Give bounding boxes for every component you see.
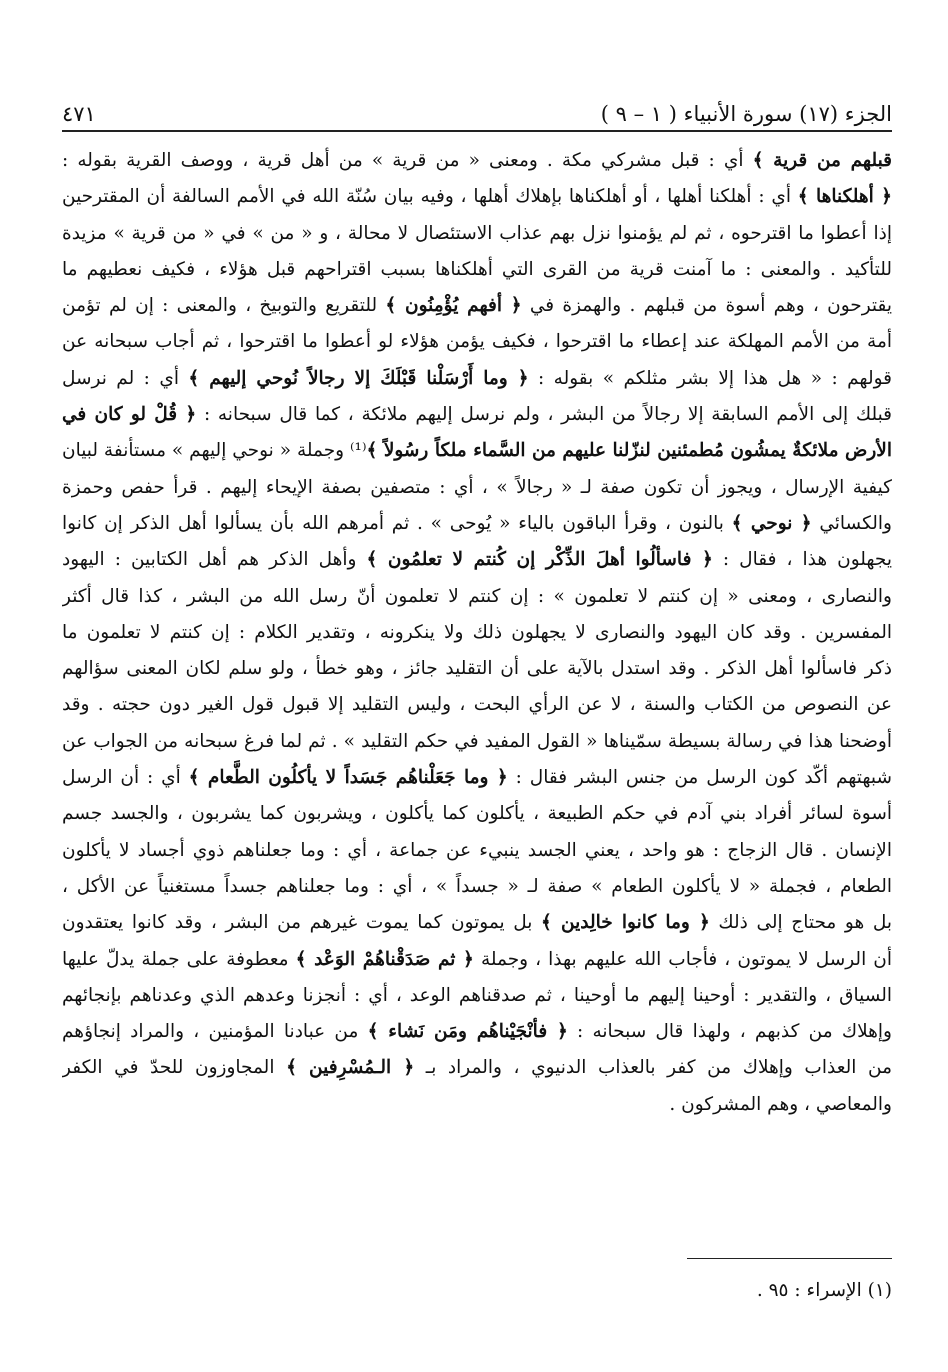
quran-quote: ﴿ وما كانوا خالِدين ﴾ [541,912,710,934]
line-text: عن النصوص من الكتاب والسنة ، لا عن الرأي البحت ، وليس التقليد إلا قبول قول الغير دون حجته . وقد [62,694,892,716]
line-text: ⁽¹⁾ وجملة « نوحي إليهم » مستأنفة لبيان [62,440,367,462]
line-text: المجاوزون للحدّ في الكفر [62,1057,287,1079]
line-text: يجهلون هذا ، فقال : [712,549,892,571]
line-text: أي : قبل مشركي مكة . ومعنى « من قرية » من أهل قرية ، ووصف القرية بقوله : [62,150,753,171]
body-text [62,143,892,1123]
text-line [62,905,892,941]
running-title: الجزء (١٧) سورة الأنبياء ( ١ – ٩ ) [600,102,892,126]
text-line [62,397,892,433]
line-text: أمة من الأمم المهلكة عند إعطاء ما اقترحوا ، فكيف يؤمن هؤلاء لو أعطوا ما اقترحوا ، ثم أجاب سبحانه عن [62,331,892,353]
line-text: كيفية الإرسال ، ويجوز أن تكون صفة لـ « رجالاً » ، أي : متصفين بصفة الإيحاء إليهم . قرأ حفص وحمزة [62,476,892,498]
line-text: شبهتهم أكّد كون الرسل من جنس البشر فقال : [507,767,892,789]
line-text: قبلك إلى الأمم السابقة إلا رجالاً من البشر ، ولم نرسل إليهم ملائكة ، كما قال سبحانه : [196,404,892,426]
text-line [62,651,892,687]
quran-quote: الأرض ملائكةٌ يمشُون مُطمئنين لنزّلنا عليهم من السَّماء ملكاً رسُولاً ﴾ [366,440,892,462]
header-rule [62,130,892,132]
text-line [62,615,892,651]
quran-quote: ﴿ أهلكناها ﴾ [797,186,892,208]
text-line [62,542,892,578]
text-line [62,470,892,506]
line-text: من عبادنا المؤمنين ، والمراد إنجاؤهم [62,1021,368,1043]
line-text: والكسائي [811,512,892,534]
line-text: للتقريع والتوبيخ ، والمعنى : إن لم تؤمن [62,295,386,317]
text-line [62,324,892,360]
text-line [62,288,892,324]
line-text: والنصارى ، ومعنى « إن كنتم لا تعلمون » : إن كنتم لا تعلمون أنّ رسل الله من البشر ، كذا قال أكثر [62,585,892,607]
quran-quote: ﴿ فأنْجَيْناهُم ومَن نَشاء ﴾ [367,1021,568,1043]
quran-quote: قبلهم من قرية ﴾ [752,150,892,171]
quran-quote: ﴿ الـمُسْرِفين ﴾ [286,1057,415,1079]
quran-quote: ﴿ أفهم يُؤْمِنُون ﴾ [385,295,522,317]
line-text: ذكر فاسألوا أهل الذكر . وقد استدل بالآية على أن التقليد جائز ، وهو خطأ ، ولو سلم لكان المعنى سؤالهم [62,658,892,680]
line-text: يقترحون ، وهم أسوة من قبلهم . والهمزة في [521,295,892,317]
line-text: السياق ، والتقدير : أوحينا إليهم ما أوحينا ، ثم صدقناهم الوعد ، أي : أنجزنا وعدهم الذي وعدناهم بإنجائهم [62,984,892,1006]
line-text: وأهل الذكر هم أهل الكتابين : اليهود [62,549,367,571]
line-text: بل يموتون كما يموت غيرهم من البشر ، وقد كانوا يعتقدون [62,912,542,934]
line-text: الطعام ، فجملة « لا يأكلون الطعام » صفة لـ « جسداً » ، أي : وما جعلناهم جسداً مستغنياً عن الأكل ، [62,875,892,897]
text-line [62,687,892,723]
line-text: أن الرسل لا يموتون ، فأجاب الله عليهم بهذا ، وجملة [473,948,892,970]
quran-quote: ﴿ فاسألُوا أهلَ الذِّكْر إن كُنتم لا تعلمُون ﴾ [366,549,713,571]
line-text: إذا أعطوا ما اقترحوه ، ثم لم يؤمنوا نزل بهم عذاب الاستئصال لا محالة ، و « من » في « من قرية » مزيدة [62,222,892,244]
text-line [62,1087,892,1123]
line-text: أسوة لسائر أفراد بني آدم في حكم الطبيعة ، يأكلون كما يأكلون ، ويشربون كما يشربون ، والجسد جسم [62,803,892,825]
text-line [62,724,892,760]
footnote-rule [687,1258,892,1259]
quran-quote: ﴿ وما جَعَلْناهُم جَسَداً لا يأكلُون الطَّعام ﴾ [188,767,508,789]
text-line [62,433,892,469]
text-line [62,506,892,542]
line-text: وإهلاك من كذبهم ، ولهذا قال سبحانه : [567,1021,892,1043]
page-header [62,86,892,126]
text-line [62,942,892,978]
text-line [62,796,892,832]
text-line [62,361,892,397]
line-text: بل هو محتاج إلى ذلك [709,912,892,934]
line-text: أي : أهلكنا أهلها ، أو أهلكناها بإهلاك أهلها ، وفيه بيان سُنّة الله في الأمم السالفة أن المقترحين [62,186,798,208]
line-text: قولهم : « هل هذا إلا بشر مثلكم » بقوله : [528,367,892,389]
line-text: والمعاصي ، وهم المشركون . [669,1093,892,1115]
text-line [62,143,892,179]
line-text: أي : أن الرسل [62,767,189,789]
text-line [62,579,892,615]
line-text: المفسرين . وقد كان اليهود والنصارى لا يجهلون ذلك ولا ينكرونه ، وتقدير الكلام : إن كنتم لا تعلمون ما [62,621,892,643]
line-text: الإنسان . قال الزجاج : هو واحد ، يعني الجسد ينبيء عن جماعة ، أي : وما جعلناهم ذوي أجساد لا يأكلون [62,839,892,861]
text-line [62,833,892,869]
text-line [62,1050,892,1086]
text-line [62,760,892,796]
text-line [62,179,892,215]
text-line [62,252,892,288]
text-line [62,978,892,1014]
quran-quote: ﴿ وما أَرْسَلْنا قَبْلَكَ إلا رجالاً نُوحي إليهم ﴾ [188,367,529,389]
line-text: أوضحنا هذا في رسالة بسيطة سمّيناها « القول المفيد في حكم التقليد » . ثم لما فرغ سبحانه من الجواب عن [62,730,892,752]
line-text: للتأكيد . والمعنى : ما آمنت قرية من القرى التي أهلكناها بسبب اقتراحهم قبل هؤلاء ، فكيف نعطيهم ما [62,258,892,280]
line-text: من العذاب وإهلاك من كفر بالعذاب الدنيوي ، والمراد بـ [414,1057,892,1079]
text-line [62,216,892,252]
quran-quote: ﴿ ثم صَدَقْناهُمْ الوَعْد ﴾ [295,948,474,970]
quran-quote: ﴿ قُلْ لو كان في [62,404,197,426]
quran-quote: ﴿ نوحي ﴾ [731,512,812,534]
footnote: (١) الإسراء : ٩٥ . [756,1280,892,1301]
text-line [62,869,892,905]
line-text: معطوفة على جملة يدلّ عليها [62,948,296,970]
text-line [62,1014,892,1050]
page-number: ٤٧١ [62,102,96,126]
line-text: أي : لم نرسل [62,367,189,389]
line-text: بالنون ، وقرأ الباقون بالياء « يُوحى » . ثم أمرهم الله بأن يسألوا أهل الذكر إن كانوا [62,512,732,534]
